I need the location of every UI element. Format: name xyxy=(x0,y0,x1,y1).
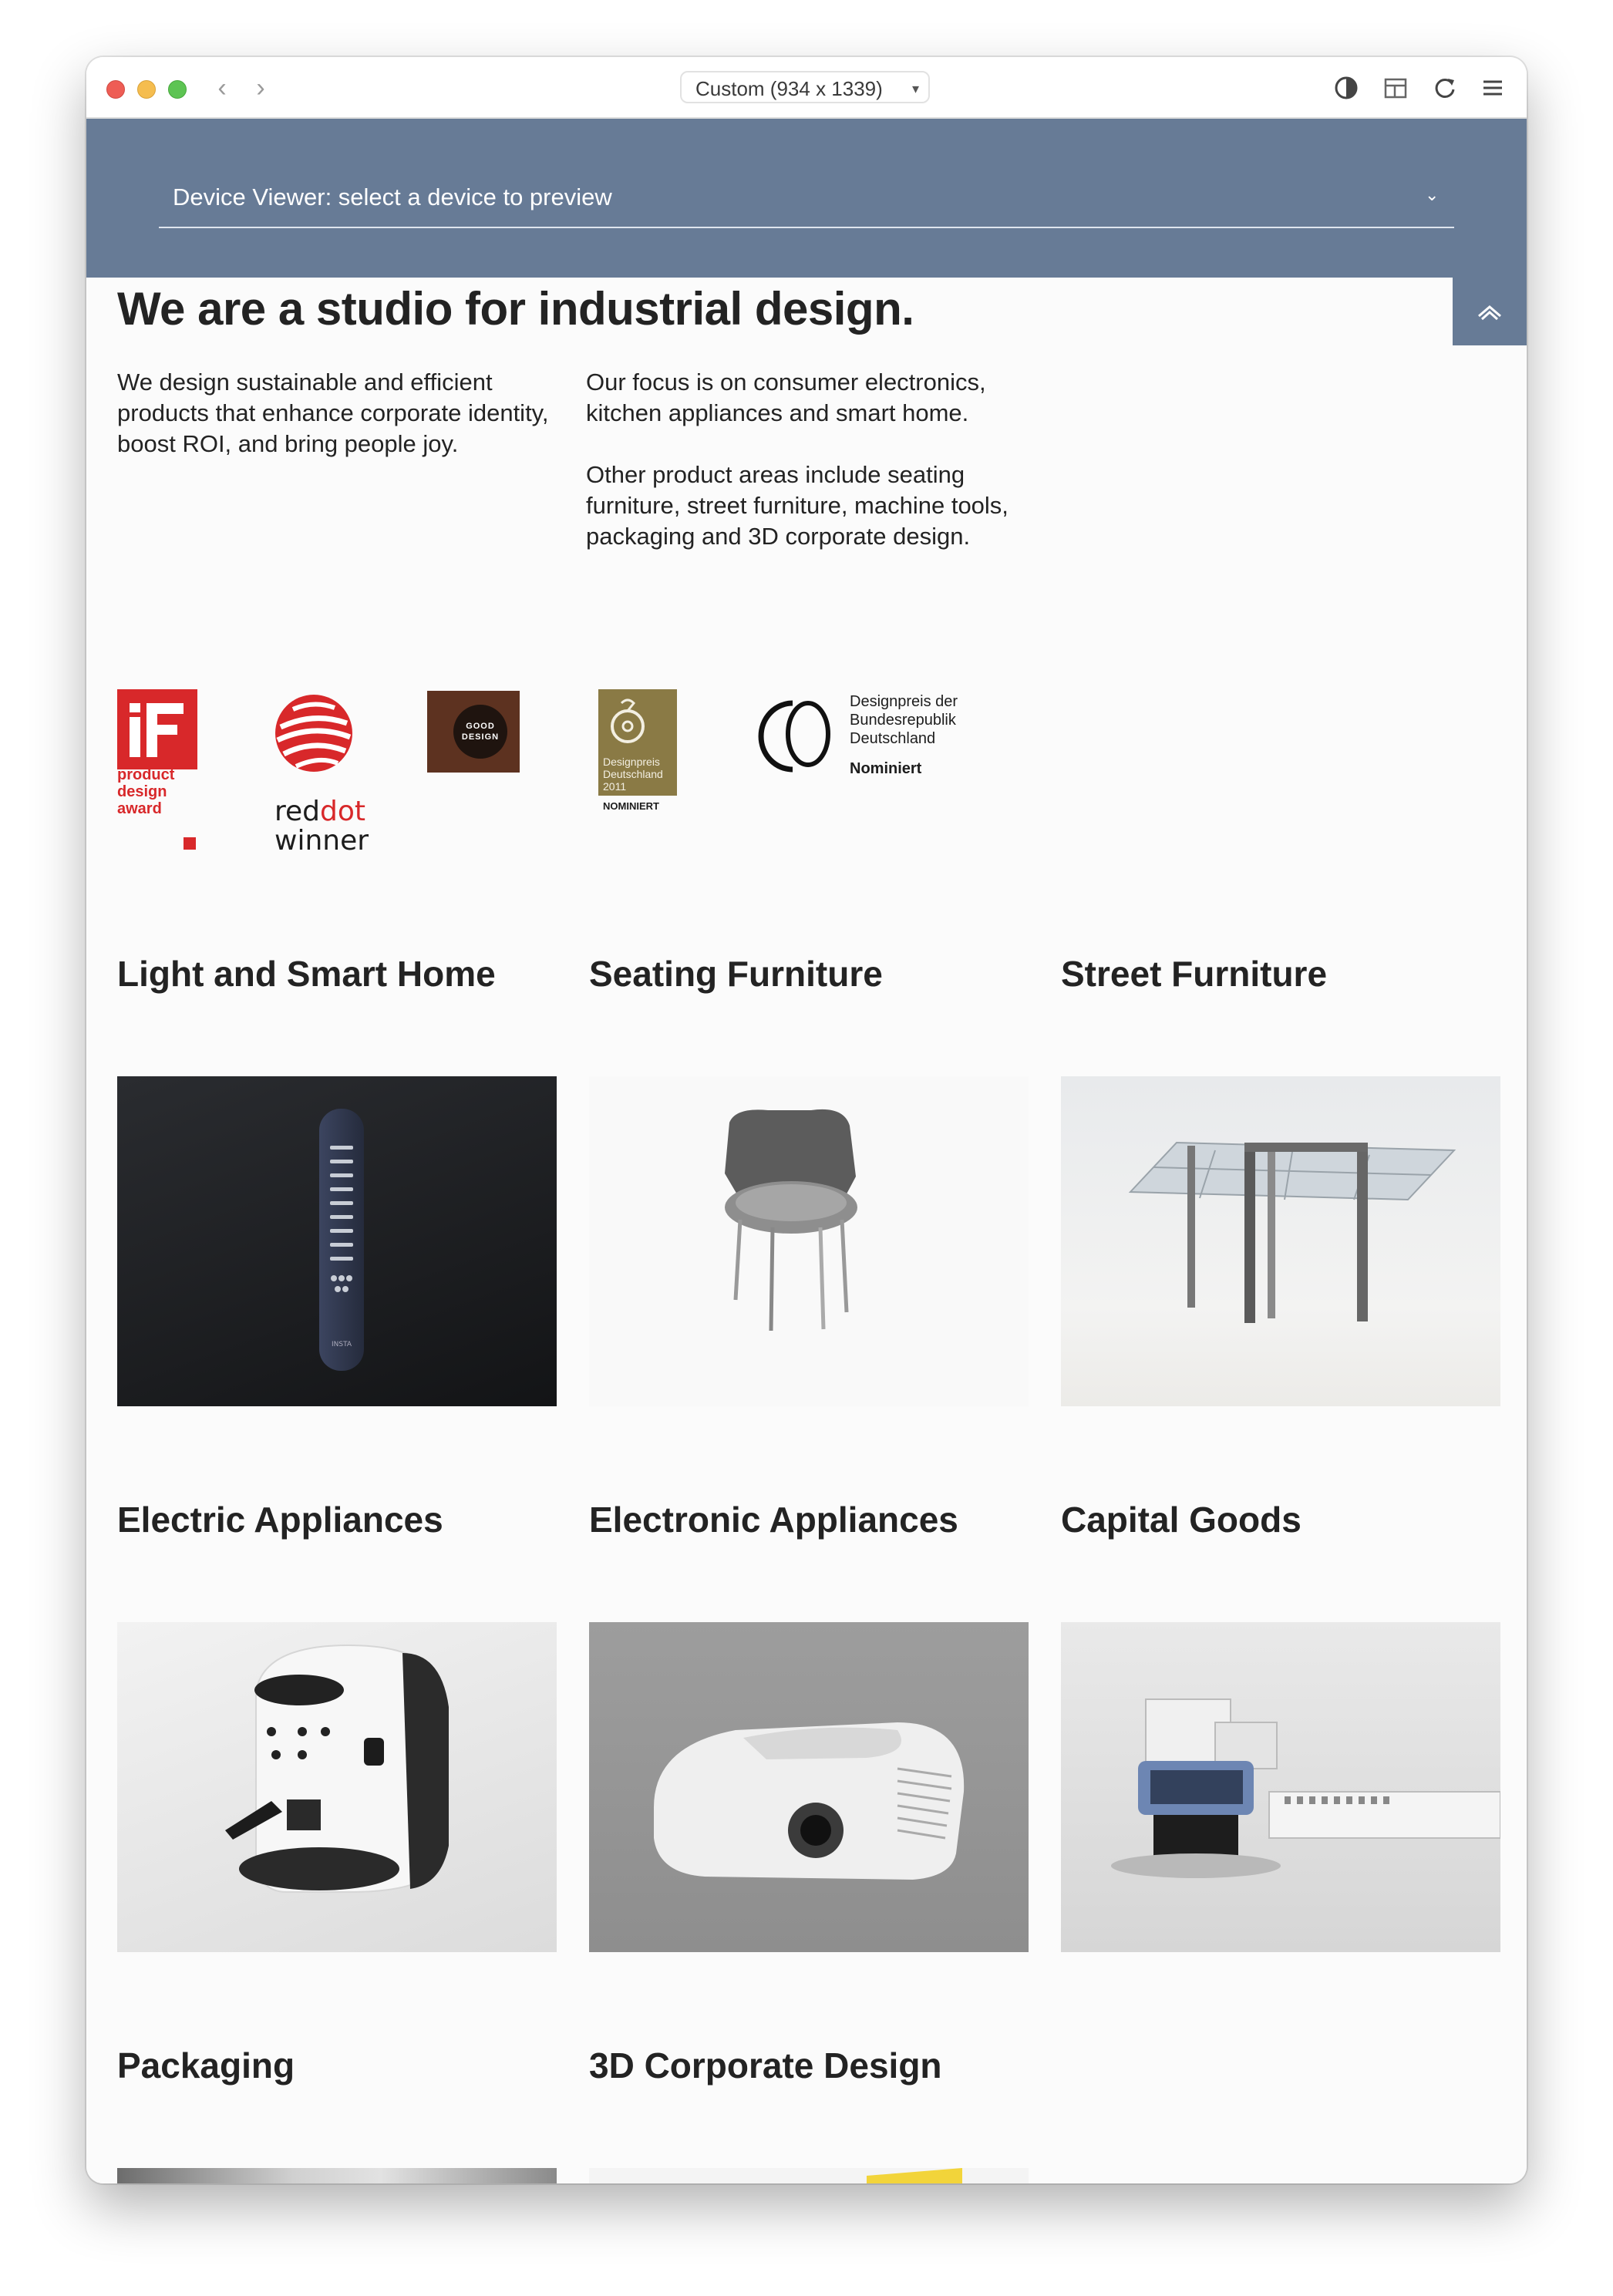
category-title-capital-goods[interactable]: Capital Goods xyxy=(1061,1500,1302,1540)
if-award-text: product design award xyxy=(117,766,175,817)
reload-icon[interactable] xyxy=(1431,74,1459,102)
category-title-packaging[interactable]: Packaging xyxy=(117,2045,295,2086)
chevron-down-icon[interactable]: ⌄ xyxy=(1425,185,1440,204)
page-viewport xyxy=(86,119,1527,2183)
good-design-award-text: GOOD DESIGN xyxy=(453,705,507,759)
light-smart-home-image[interactable] xyxy=(117,1076,557,1406)
layout-icon[interactable] xyxy=(1382,74,1409,102)
remote-brand-label: INSTA xyxy=(331,1341,352,1348)
category-title-street-furniture[interactable]: Street Furniture xyxy=(1061,954,1328,994)
back-button[interactable]: ‹ xyxy=(217,73,227,103)
minimize-window-button[interactable] xyxy=(137,80,156,99)
hamburger-menu-icon[interactable] xyxy=(1479,74,1507,102)
select-underline xyxy=(159,227,1454,228)
electric-appliances-image[interactable] xyxy=(117,1622,557,1952)
page-title: We are a studio for industrial design. xyxy=(117,283,914,335)
category-title-3d-corporate-design[interactable]: 3D Corporate Design xyxy=(589,2045,942,2086)
designpreis-bundesrepublik-text: Designpreis der Bundesrepublik Deutschland xyxy=(850,693,958,747)
category-title-electric-appliances[interactable]: Electric Appliances xyxy=(117,1500,443,1540)
seating-furniture-image[interactable] xyxy=(589,1076,1029,1406)
areas-paragraph: Other product areas include seating furniture, street furniture, machine tools, packaging and 3D corporate design. xyxy=(586,461,1009,550)
device-viewer-select[interactable]: Device Viewer: select a device to preview xyxy=(173,183,612,210)
close-window-button[interactable] xyxy=(106,80,125,99)
chevron-up-icon xyxy=(1453,278,1527,345)
if-award-logo xyxy=(117,689,197,769)
street-furniture-image[interactable] xyxy=(1061,1076,1500,1406)
designpreis-nominated-label: NOMINIERT xyxy=(603,800,659,812)
forward-button[interactable]: › xyxy=(256,73,265,103)
bundesrepublik-nominated-label: Nominiert xyxy=(850,760,922,777)
scroll-to-top-button[interactable] xyxy=(1453,278,1527,345)
capital-goods-image[interactable] xyxy=(1061,1622,1500,1952)
category-title-seating-furniture[interactable]: Seating Furniture xyxy=(589,954,883,994)
device-size-select[interactable] xyxy=(680,71,930,103)
device-size-label: Custom (934 x 1339) xyxy=(695,77,883,100)
device-viewer-bar xyxy=(86,119,1527,278)
intro-paragraph: We design sustainable and efficient products that enhance corporate identity, boost ROI, and bring people joy. xyxy=(117,369,549,457)
designpreis-deutschland-text: Designpreis Deutschland 2011 xyxy=(603,756,663,793)
zoom-window-button[interactable] xyxy=(168,80,187,99)
title-bar xyxy=(86,57,1527,119)
electronic-appliances-image[interactable] xyxy=(589,1622,1029,1952)
reddot-award-text: reddot winner xyxy=(274,796,369,857)
chevron-down-icon: ▾ xyxy=(911,81,919,96)
contrast-icon[interactable] xyxy=(1332,74,1360,102)
focus-paragraph: Our focus is on consumer electronics, kitchen appliances and smart home. xyxy=(586,369,986,426)
browser-window xyxy=(86,57,1527,2183)
3d-corporate-design-image[interactable] xyxy=(589,2168,1029,2183)
category-title-electronic-appliances[interactable]: Electronic Appliances xyxy=(589,1500,958,1540)
category-title-light-smart-home[interactable]: Light and Smart Home xyxy=(117,954,496,994)
reddot-award-logo xyxy=(273,692,355,774)
if-award-mark xyxy=(184,837,196,850)
designpreis-bundesrepublik-logo xyxy=(746,689,847,782)
packaging-image[interactable] xyxy=(117,2168,557,2183)
